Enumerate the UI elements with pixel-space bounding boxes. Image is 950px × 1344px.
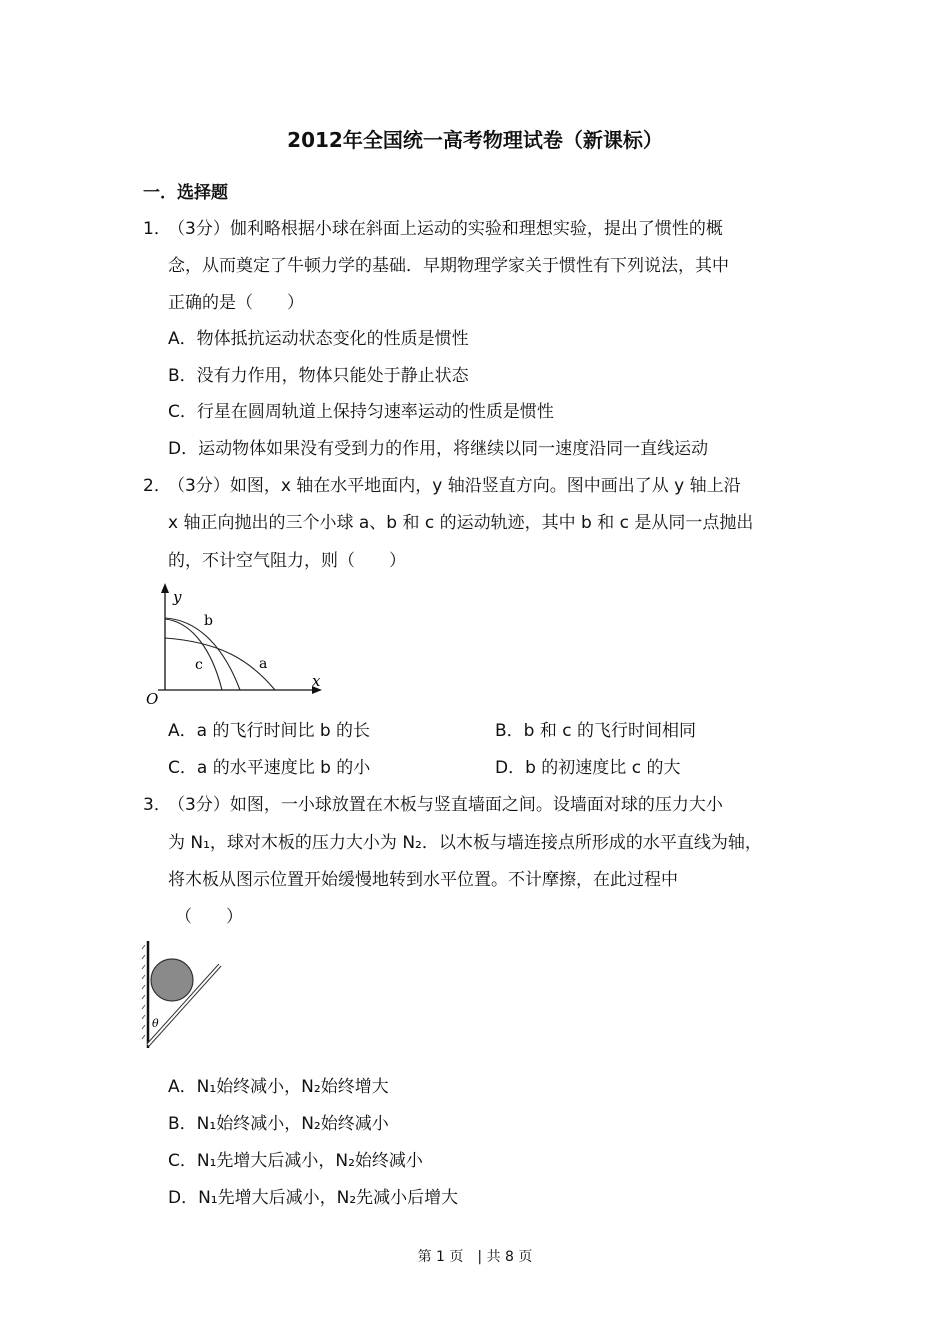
q1-option-d: D．运动物体如果没有受到力的作用，将继续以同一速度沿同一直线运动 xyxy=(168,439,709,459)
q3-line: （ ） xyxy=(175,907,243,927)
q3-option-c: C．N₁先增大后减小，N₂始终减小 xyxy=(168,1151,423,1171)
q3-option-a: A．N₁始终减小，N₂始终增大 xyxy=(168,1077,389,1097)
page-title: 2012年全国统一高考物理试卷（新课标） xyxy=(287,128,663,152)
trajectory-c xyxy=(165,619,222,690)
ball-wall-board-figure xyxy=(140,935,240,1055)
curve-label-a: a xyxy=(259,656,268,672)
q1-option-b: B．没有力作用，物体只能处于静止状态 xyxy=(168,366,469,386)
angle-theta-label: θ xyxy=(152,1017,159,1030)
projectile-trajectory-figure xyxy=(140,580,340,710)
section-heading: 一．选择题 xyxy=(143,183,228,203)
q2-line: x 轴正向抛出的三个小球 a、b 和 c 的运动轨迹，其中 b 和 c 是从同一点抛出 xyxy=(168,513,754,533)
q2-option-a: A．a 的飞行时间比 b 的长 xyxy=(168,721,371,741)
q2-option-d: D．b 的初速度比 c 的大 xyxy=(495,758,681,778)
q2-number: 2． xyxy=(143,476,171,496)
q3-line: 为 N₁，球对木板的压力大小为 N₂．以木板与墙连接点所形成的水平直线为轴， xyxy=(168,833,762,853)
q1-line: （3分）伽利略根据小球在斜面上运动的实验和理想实验，提出了惯性的概 xyxy=(168,219,723,239)
y-axis-label: y xyxy=(173,588,182,606)
q3-number: 3． xyxy=(143,795,171,815)
q1-number: 1． xyxy=(143,219,171,239)
x-axis-label: x xyxy=(312,672,321,690)
origin-label: O xyxy=(146,690,159,708)
q3-line: 将木板从图示位置开始缓慢地转到水平位置。不计摩擦，在此过程中 xyxy=(168,870,678,890)
q3-option-b: B．N₁始终减小，N₂始终减小 xyxy=(168,1114,389,1134)
trajectory-b xyxy=(165,618,240,690)
curve-label-c: c xyxy=(195,657,203,673)
q2-option-c: C．a 的水平速度比 b 的小 xyxy=(168,758,371,778)
curve-label-b: b xyxy=(204,613,213,629)
q1-option-c: C．行星在圆周轨道上保持匀速率运动的性质是惯性 xyxy=(168,402,554,422)
q2-line: （3分）如图，x 轴在水平地面内，y 轴沿竖直方向。图中画出了从 y 轴上沿 xyxy=(168,476,741,496)
page-footer: 第 1 页 | 共 8 页 xyxy=(417,1249,533,1265)
q2-option-b: B．b 和 c 的飞行时间相同 xyxy=(495,721,697,741)
q1-option-a: A．物体抵抗运动状态变化的性质是惯性 xyxy=(168,329,469,349)
q2-line: 的，不计空气阻力，则（ ） xyxy=(168,551,406,571)
q1-line: 念，从而奠定了牛顿力学的基础．早期物理学家关于惯性有下列说法，其中 xyxy=(168,256,729,276)
q1-line: 正确的是（ ） xyxy=(168,293,304,313)
q3-option-d: D．N₁先增大后减小，N₂先减小后增大 xyxy=(168,1188,459,1208)
q3-line: （3分）如图，一小球放置在木板与竖直墙面之间。设墙面对球的压力大小 xyxy=(168,795,723,815)
